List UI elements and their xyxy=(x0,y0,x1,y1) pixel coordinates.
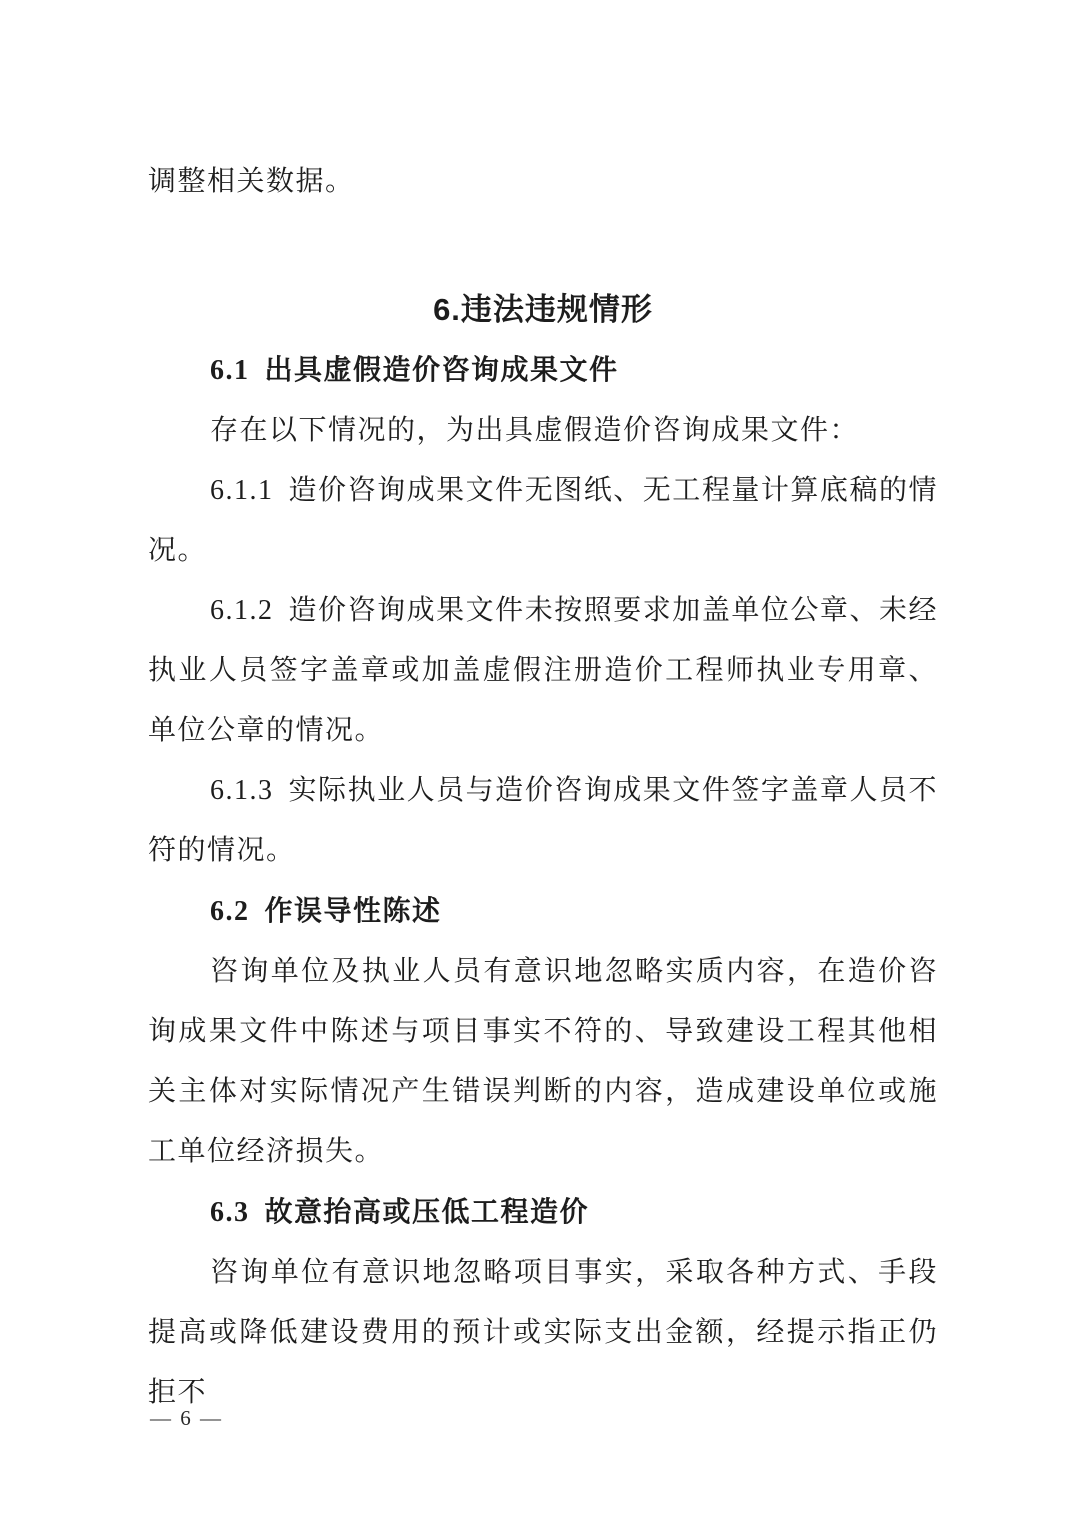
subheading-6-1 xyxy=(148,340,938,401)
clause-text: 造价咨询成果文件无图纸、无工程量计算底稿的情况。 xyxy=(148,475,938,566)
subheading-number: 6.1 xyxy=(210,355,250,386)
subheading-6-3 xyxy=(148,1182,938,1243)
subheading-title: 出具虚假造价咨询成果文件 xyxy=(264,354,619,385)
subheading-number: 6.3 xyxy=(210,1197,250,1228)
document-body xyxy=(148,0,938,1423)
clause-number: 6.1.3 xyxy=(210,775,274,806)
page-number: — 6 — xyxy=(150,1406,223,1430)
clause-number: 6.1.2 xyxy=(210,595,274,626)
clause-6-1-3 xyxy=(148,761,938,881)
paragraph-6-3: 咨询单位有意识地忽略项目事实，采取各种方式、手段提高或降低建设费用的预计或实际支出金额，经提示指正仍拒不 xyxy=(148,1257,938,1408)
clause-text: 实际执业人员与造价咨询成果文件签字盖章人员不符的情况。 xyxy=(148,775,938,866)
subheading-6-2 xyxy=(148,881,938,942)
subheading-number: 6.2 xyxy=(210,896,250,927)
subheading-title: 故意抬高或压低工程造价 xyxy=(264,1196,590,1227)
clause-6-1-2 xyxy=(148,581,938,761)
subheading-title: 作误导性陈述 xyxy=(264,895,442,926)
clause-6-1-1 xyxy=(148,461,938,581)
paragraph-6-2: 咨询单位及执业人员有意识地忽略实质内容，在造价咨询成果文件中陈述与项目事实不符的、导致建设工程其他相关主体对实际情况产生错误判断的内容，造成建设单位或施工单位经济损失。 xyxy=(148,956,938,1167)
clause-text: 造价咨询成果文件未按照要求加盖单位公章、未经执业人员签字盖章或加盖虚假注册造价工程师执业专用章、单位公章的情况。 xyxy=(148,595,938,746)
paragraph-intro: 存在以下情况的，为出具虚假造价咨询成果文件： xyxy=(210,415,860,446)
paragraph-continuation: 调整相关数据。 xyxy=(148,166,355,197)
clause-number: 6.1.1 xyxy=(210,475,274,506)
chapter-heading: 6.违法违规情形 xyxy=(433,292,653,327)
